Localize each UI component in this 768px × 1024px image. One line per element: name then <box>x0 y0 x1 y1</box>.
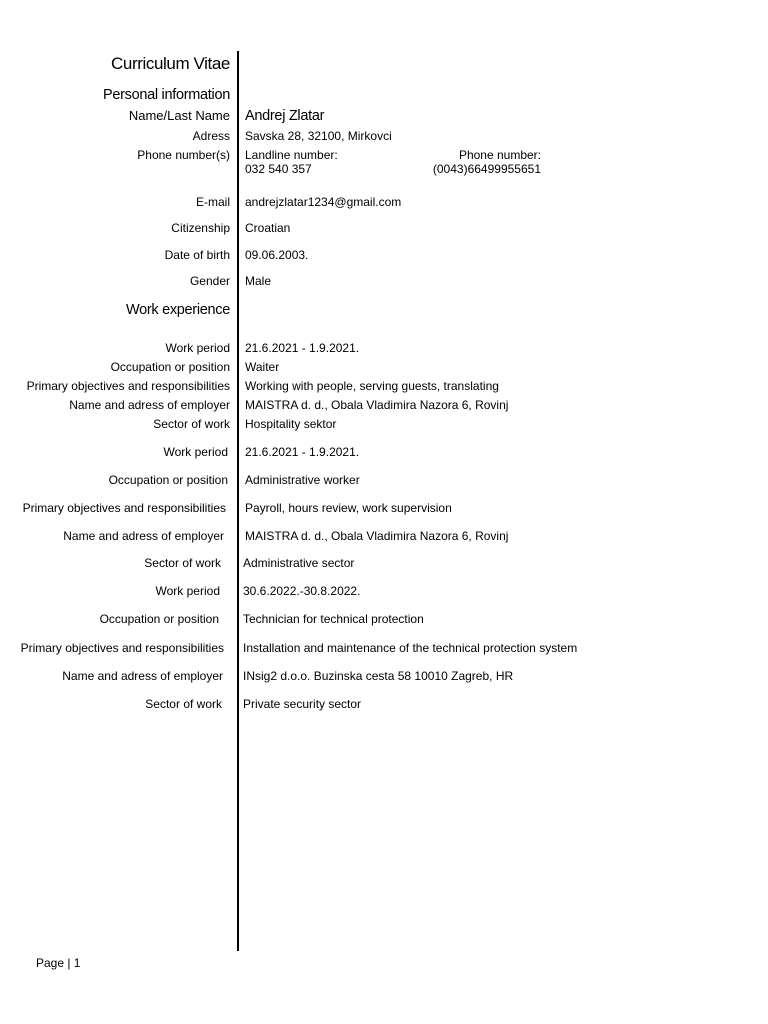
personal-info-heading: Personal information <box>103 87 230 103</box>
job-objectives-label: Primary objectives and responsibilities <box>26 379 230 393</box>
email-label: E-mail <box>195 195 230 209</box>
job-objectives-value: Payroll, hours review, work supervision <box>245 501 452 515</box>
vertical-divider <box>237 51 239 951</box>
job-period-value: 21.6.2021 - 1.9.2021. <box>245 445 360 459</box>
job-period-label: Work period <box>163 445 228 459</box>
job-period-value: 30.6.2022.-30.8.2022. <box>243 584 361 598</box>
work-experience-heading: Work experience <box>125 302 230 318</box>
job-objectives-value: Working with people, serving guests, translating <box>245 379 499 393</box>
job-employer-label: Name and adress of employer <box>69 398 230 412</box>
landline-label: Landline number: <box>245 148 338 162</box>
name-label: Name/Last Name <box>128 108 230 123</box>
citizenship-value: Croatian <box>245 221 291 235</box>
address-value: Savska 28, 32100, Mirkovci <box>245 129 392 143</box>
job-employer-value: MAISTRA d. d., Obala Vladimira Nazora 6, Rovinj <box>245 529 509 543</box>
job-sector-label: Sector of work <box>145 697 222 711</box>
document-title: Curriculum Vitae <box>111 54 230 73</box>
job-position-label: Occupation or position <box>99 612 219 626</box>
job-sector-value: Administrative sector <box>243 556 355 570</box>
address-label: Adress <box>192 129 230 143</box>
job-period-label: Work period <box>155 584 220 598</box>
gender-value: Male <box>245 274 272 288</box>
name-value: Andrej Zlatar <box>245 108 325 124</box>
job-sector-label: Sector of work <box>153 417 230 431</box>
phones-label: Phone number(s) <box>137 148 230 162</box>
page-number: Page | 1 <box>36 956 81 970</box>
landline-value: 032 540 357 <box>245 162 312 176</box>
job-position-label: Occupation or position <box>110 360 230 374</box>
dob-value: 09.06.2003. <box>245 248 309 262</box>
citizenship-label: Citizenship <box>171 221 230 235</box>
job-employer-value: INsig2 d.o.o. Buzinska cesta 58 10010 Zagreb, HR <box>243 669 514 683</box>
job-sector-value: Private security sector <box>243 697 362 711</box>
job-objectives-label: Primary objectives and responsibilities <box>22 501 226 515</box>
mobile-label: Phone number: <box>458 148 541 162</box>
job-position-value: Waiter <box>245 360 280 374</box>
job-period-label: Work period <box>165 341 230 355</box>
mobile-value: (0043)66499955651 <box>432 162 541 176</box>
job-position-value: Administrative worker <box>245 473 360 487</box>
job-objectives-value: Installation and maintenance of the technical protection system <box>243 641 578 655</box>
job-employer-value: MAISTRA d. d., Obala Vladimira Nazora 6, Rovinj <box>245 398 509 412</box>
job-period-value: 21.6.2021 - 1.9.2021. <box>245 341 360 355</box>
dob-label: Date of birth <box>164 248 230 262</box>
job-objectives-label: Primary objectives and responsibilities <box>20 641 224 655</box>
gender-label: Gender <box>189 274 230 288</box>
email-value: andrejzlatar1234@gmail.com <box>245 195 402 209</box>
job-sector-value: Hospitality sektor <box>245 417 337 431</box>
job-position-label: Occupation or position <box>108 473 228 487</box>
job-employer-label: Name and adress of employer <box>62 669 223 683</box>
job-employer-label: Name and adress of employer <box>63 529 224 543</box>
job-sector-label: Sector of work <box>144 556 221 570</box>
job-position-value: Technician for technical protection <box>243 612 424 626</box>
